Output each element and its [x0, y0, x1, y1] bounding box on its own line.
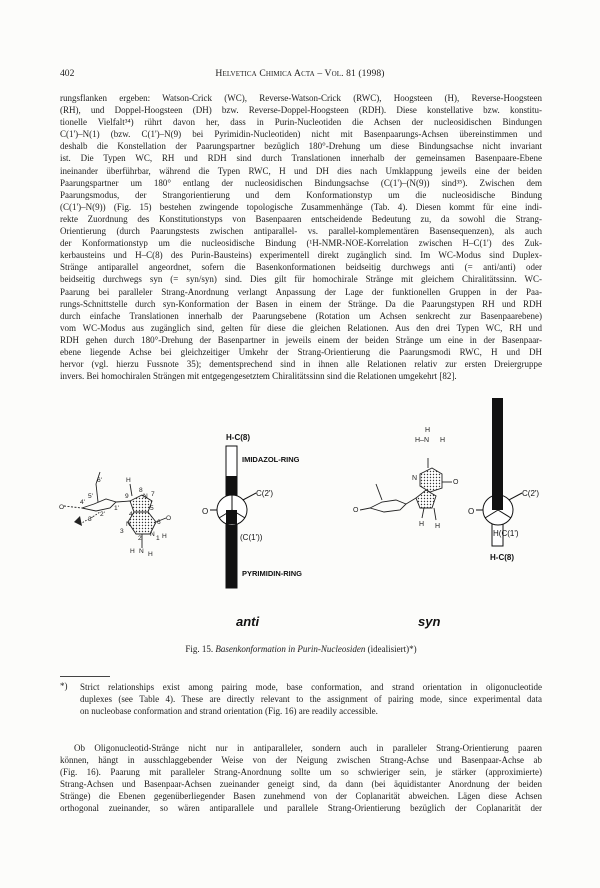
- text-line: (C(1')–N(9)) (Fig. 15) bestehen zwingende topologische Zusammenhänge (Tab. 4). Diesen kommt für eine indi-: [60, 201, 542, 212]
- text-line: hervor (vgl. hierzu Fussnote 35); dementsprechend sind in ihnen alle Relationen relativ zur ersten Dreiergruppe: [60, 359, 542, 370]
- text-line: Stränge) die Ebenen gegenüberliegender Basen zunehmend von der Coplanarität abweichen. Lägen diese Achsen: [60, 791, 542, 802]
- atom-label: 6: [157, 519, 161, 526]
- text-line: der Konformationstyp um die nucleosidische Bindung (¹H-NMR-NOE-Korrelation zwischen H–C(1') des Zuk-: [60, 238, 542, 249]
- label-syn: syn: [418, 614, 441, 629]
- anti-atom-labels: [59, 477, 171, 558]
- atom-label: H: [126, 477, 131, 484]
- footnote-mark: *): [60, 681, 68, 691]
- atom-label: 5: [150, 505, 154, 512]
- atom-label: 4: [129, 511, 133, 518]
- text-line: Paarung bei paralleler Strang-Anordnung verlangt Anpassung der Lage der funktionellen Gruppen in der Paa-: [60, 286, 542, 297]
- atom-label: 3': [88, 516, 93, 523]
- label-c1-prime: (C(1')): [240, 533, 263, 542]
- atom-label: 1: [156, 535, 160, 542]
- text-line: orthogonal zueinander, so wären antiparallele und parallele Strang-Orientierung bezüglich der Coplanarität der: [60, 803, 542, 814]
- running-title: Helvetica Chimica Acta – Vol. 81 (1998): [215, 68, 385, 79]
- anti-newman-projection: [210, 446, 256, 588]
- text-line: rungs-Schnittstelle durch syn-Konformation der Basen in einem der Stränge. Da die Paarungstypen RH und RDH: [60, 298, 542, 309]
- text-line: Ob Oligonucleotid-Stränge nicht nur in antiparalleler, sondern auch in paralleler Strang-Orientierung paaren: [74, 743, 542, 753]
- text-line: beidseitig durchwegs syn (= syn/syn) sind. Dies gilt für homochirale Stränge mit gleichem Chiralitätssinn. WC-: [60, 274, 542, 285]
- label-c2-prime: C(2'): [256, 489, 274, 498]
- text-line: Paarungsmodus, der Strangorientierung und dem Konformationstyp um die nucleosidische Bindung: [60, 189, 542, 200]
- label-o-syn: O: [468, 507, 475, 516]
- atom-label: 4': [80, 499, 85, 506]
- label-h-c1-prime: H(C(1'): [493, 529, 519, 538]
- caption-suffix: (idealisiert)*): [367, 644, 417, 654]
- syn-newman-projection: [476, 398, 522, 546]
- label-c2-prime-syn: C(2'): [522, 489, 540, 498]
- label-anti: anti: [236, 614, 260, 629]
- page-number: 402: [60, 68, 75, 79]
- text-line: ineinander überführbar, während die Typen RWC, H und DH dies nach Umklappung jeweils eine der beiden: [60, 165, 542, 176]
- footnote-line: duplexes (see Table 4). These are directly relevant to the assignment of pairing mode, since experimental data: [80, 694, 542, 705]
- label-o-anti: O: [202, 507, 209, 516]
- atom-label: N: [150, 531, 155, 538]
- footnote-rule: [60, 676, 110, 677]
- footnote-line: Strict relationships exist among pairing mode, base conformation, and strand orientation in oligonucleotide: [80, 682, 542, 692]
- atom-label: 1': [114, 505, 119, 512]
- caption-prefix: Fig. 15.: [185, 644, 214, 654]
- label-hc8-anti: H-C(8): [226, 433, 250, 442]
- text-line: C(1')–N(1) (bzw. C(1')–N(9) bei Pyrimidin-Nucleotiden) nicht mit Basenpaarungs-Achsen übereinstimmen und: [60, 129, 542, 140]
- anti-wedge: [74, 516, 82, 526]
- text-line: invers. Bei homochiralen Strängen mit entgegengesetztem Chiralitätssinn sind die Relationen umgekehrt [82].: [60, 371, 457, 382]
- atom-label: 3: [120, 528, 124, 535]
- text-line: RDH gehen durch 180°-Drehung der Basenpartner in jeweils einem der beiden Stränge um eine in der Basenpaar-: [60, 334, 542, 345]
- label-hc8-syn: H-C(8): [490, 553, 514, 562]
- atom-label: O: [453, 479, 459, 486]
- label-pyrimidin-ring: PYRIMIDIN-RING: [242, 569, 302, 578]
- atom-label: 7: [151, 491, 155, 498]
- atom-label: H: [435, 523, 441, 530]
- text-line: Stränge antiparallel angeordnet, sofern die Basenkonformationen beidseitig durchwegs anti (= anti/anti) oder: [60, 262, 542, 273]
- atom-label: O: [353, 507, 359, 514]
- text-line: deshalb die Konstellation der Paarungspartner bezüglich 180°-Drehung um diese Bindungsachse nicht invariant: [60, 141, 542, 152]
- atom-label: H–N: [415, 437, 430, 444]
- atom-label: 2': [100, 511, 105, 518]
- text-line: durch einfache Translationen innerhalb der Paarungsebene (Rotation um Achsen senkrecht zur Basenpaarebene): [60, 310, 542, 321]
- syn-nucleoside-structure: [360, 458, 452, 520]
- atom-label: O: [59, 504, 65, 511]
- atom-label: N: [412, 475, 418, 482]
- atom-label: 5': [88, 493, 93, 500]
- text-line: (RH), und Doppel-Hoogsteen (DH) bzw. Reverse-Doppel-Hoogsteen (RDH). Diese konstellative bzw. konstitu-: [60, 105, 542, 116]
- atom-label: 8: [139, 487, 143, 494]
- atom-label: H: [425, 427, 431, 434]
- paragraph-top: [60, 92, 542, 382]
- text-line: Orientierung (durch Paarungstests zwischen antiparallel- vs. parallel-komplementären Basensequenzen), als auch: [60, 226, 542, 237]
- text-line: rekte Zuordnung des Konstitutionstyps von Basenpaaren entscheidende Bedeutung zu, da sowohl die Strang-: [60, 213, 542, 224]
- text-line: tionelle Vielfalt³⁴) rührt davon her, dass in Purin-Nucleotiden die Achsen der nucleosidischen Bindungen: [60, 117, 542, 128]
- page-header: [60, 68, 540, 82]
- atom-label: H: [419, 521, 425, 528]
- atom-label: 2: [138, 535, 142, 542]
- atom-label: H: [148, 551, 153, 558]
- figure-15: [60, 398, 542, 642]
- syn-atom-labels: [353, 427, 459, 530]
- figure-15-drawing: [60, 398, 542, 642]
- text-line: können, hängt in ausschlaggebender Weise von der Neigung zwischen Strang-Achse und Basenpaar-Achse ab: [60, 755, 542, 766]
- text-line: Paarungspartner um 180° entlang der nucleosidischen Bindungsachse (C(1')–(N(9)) sind³⁵). Zwischen dem: [60, 177, 542, 188]
- atom-label: 9: [125, 493, 129, 500]
- atom-label: N: [143, 493, 148, 500]
- atom-label: N: [139, 548, 144, 555]
- text-line: ebene liegende Achse bei gleichzeitiger Umkehr der Strang-Orientierung die Paarungsmodi RWC, H und DH: [60, 346, 542, 357]
- text-line: kerbausteins und H–C(8) des Purin-Bausteins) experimentell direkt zugänglich sind. Im WC-Modus sind Duplex-: [60, 250, 542, 261]
- caption-title: Basenkonformation in Purin-Nucleosiden: [215, 644, 366, 654]
- text-line: ist. Die Typen WC, RH und RDH sind durch Translationen innerhalb der gemeinsamen Basenpaare-Ebene: [60, 153, 542, 164]
- atom-label: 6': [97, 477, 102, 484]
- text-line: Strang-Achsen und Basenpaar-Achsen zueinander geneigt sind, da dann (bei äquidistanter Anordnung der beiden: [60, 779, 542, 790]
- paragraph-bottom: [60, 742, 542, 815]
- atom-label: N: [126, 521, 131, 528]
- figure-caption: [60, 644, 542, 654]
- label-imidazol-ring: IMIDAZOL-RING: [242, 455, 300, 464]
- atom-label: H: [440, 437, 446, 444]
- text-line: rungsflanken ergeben: Watson-Crick (WC), Reverse-Watson-Crick (RWC), Hoogsteen (H), Reverse-Hoogsteen: [60, 93, 542, 103]
- atom-label: H: [162, 533, 167, 540]
- footnote-line: on nucleobase conformation and strand orientation (Fig. 16) are readily accessible.: [80, 706, 378, 717]
- atom-label: H: [130, 548, 135, 555]
- text-line: (Fig. 16). Paarung mit paralleler Strang-Anordnung sollte um so schwieriger sein, je stärker (approximierte): [60, 767, 542, 778]
- text-line: vom WC-Modus aus zugänglich sind, gelten für diese die gleichen Relationen. Aus den drei Typen WC, RH und: [60, 322, 542, 333]
- anti-labels: [202, 433, 302, 578]
- atom-label: O: [166, 515, 172, 522]
